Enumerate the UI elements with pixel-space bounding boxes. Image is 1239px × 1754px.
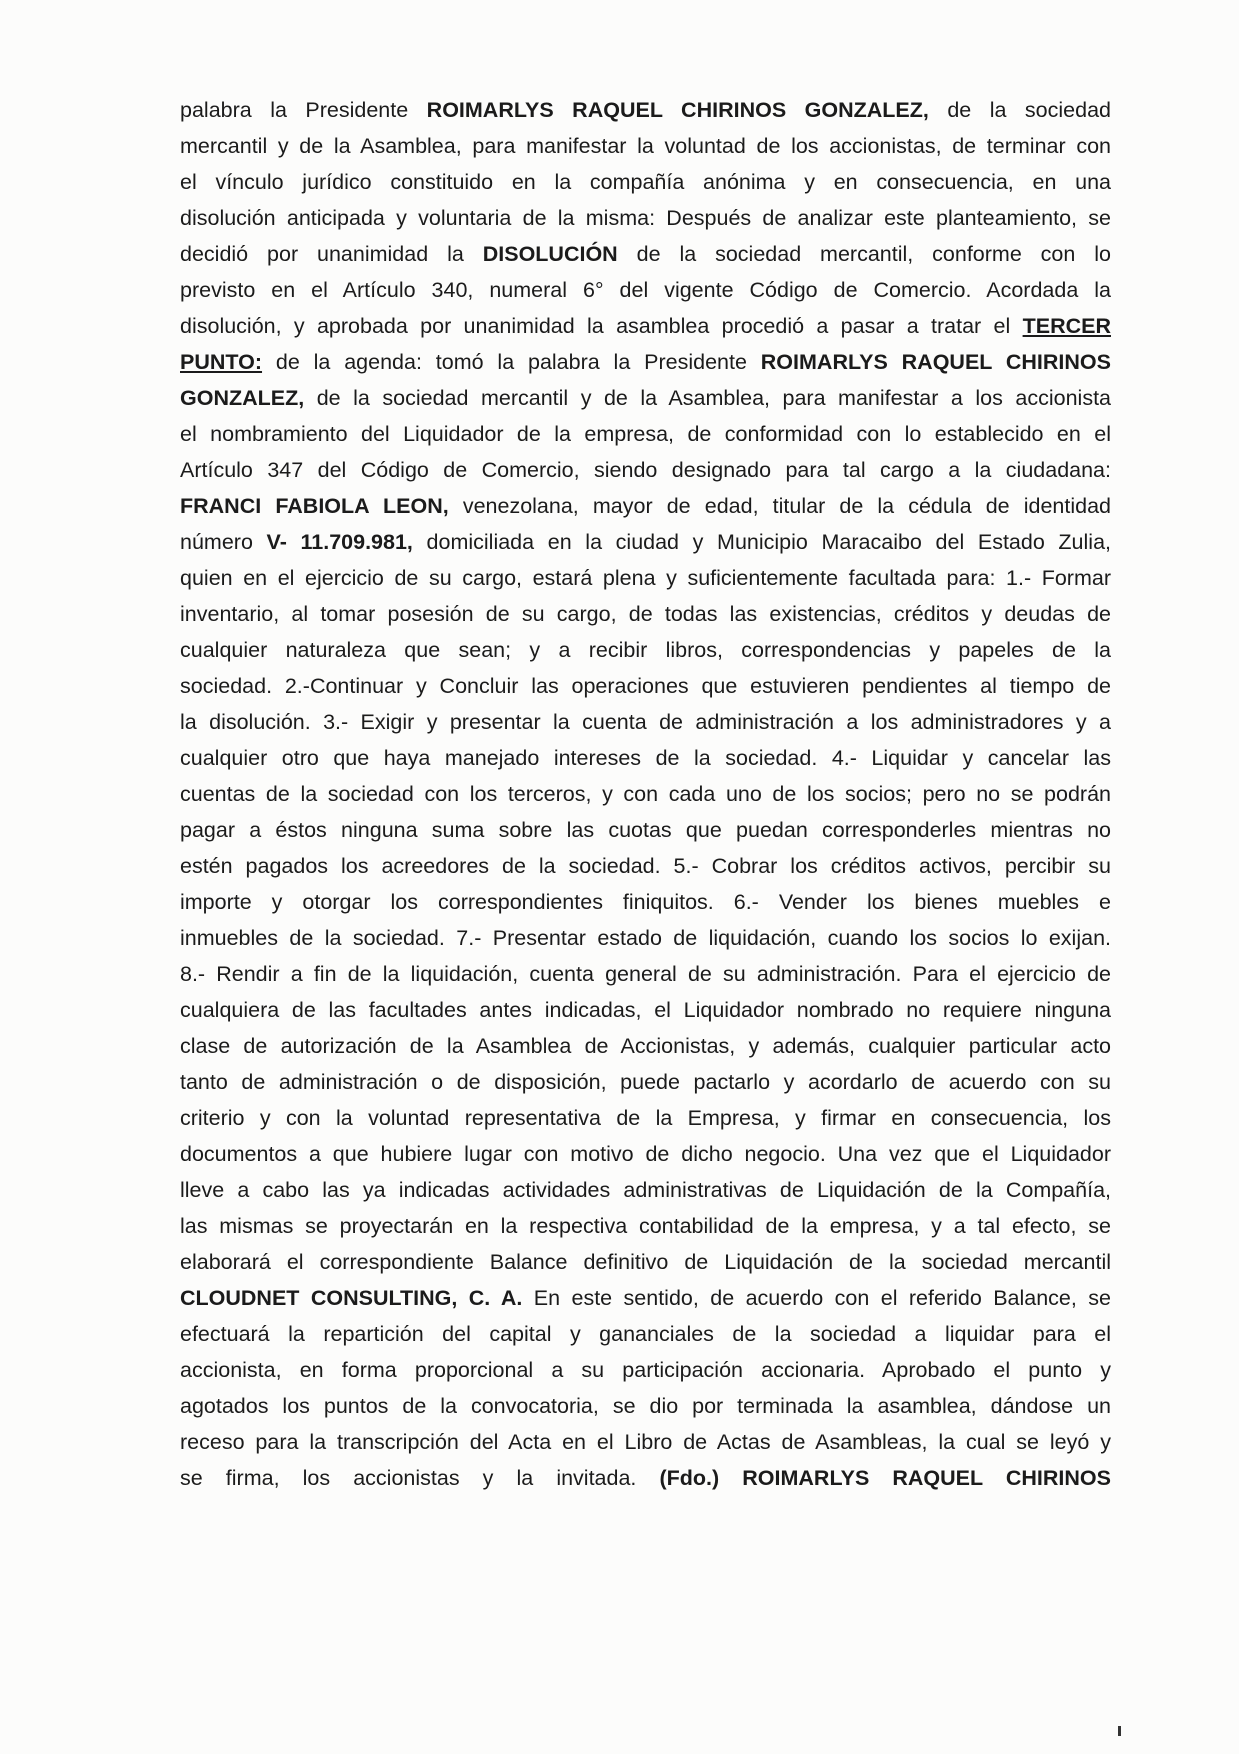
bold-text-run: CLOUDNET CONSULTING, C. A. xyxy=(180,1286,523,1310)
text-run: disolución, y aprobada por unanimidad la asamblea procedió a pasar a tratar el xyxy=(180,314,1023,338)
text-run: cualquier naturaleza que sean; y a recibir libros, correspondencias y papeles de la xyxy=(180,638,1111,662)
text-line xyxy=(180,164,1111,200)
text-run: decidió por unanimidad la xyxy=(180,242,483,266)
text-run: el vínculo jurídico constituido en la compañía anónima y en consecuencia, en una xyxy=(180,170,1111,194)
text-line xyxy=(180,668,1111,704)
text-line xyxy=(180,920,1111,956)
text-run: pagar a éstos ninguna suma sobre las cuotas que puedan corresponderles mientras no xyxy=(180,818,1111,842)
text-run: elaborará el correspondiente Balance definitivo de Liquidación de la sociedad mercantil xyxy=(180,1250,1111,1274)
text-run: sociedad. 2.-Continuar y Concluir las operaciones que estuvieren pendientes al tiempo de xyxy=(180,674,1111,698)
text-line xyxy=(180,308,1111,344)
text-line xyxy=(180,848,1111,884)
text-run: cuentas de la sociedad con los terceros, y con cada uno de los socios; pero no se podrán xyxy=(180,782,1111,806)
text-run: número xyxy=(180,530,267,554)
text-line xyxy=(180,128,1111,164)
text-line xyxy=(180,344,1111,380)
text-run: disolución anticipada y voluntaria de la misma: Después de analizar este planteamiento, se xyxy=(180,206,1111,230)
text-line xyxy=(180,596,1111,632)
text-line xyxy=(180,236,1111,272)
text-line xyxy=(180,1460,1111,1496)
text-run: importe y otorgar los correspondientes finiquitos. 6.- Vender los bienes muebles e xyxy=(180,890,1111,914)
text-line xyxy=(180,992,1111,1028)
text-run: receso para la transcripción del Acta en el Libro de Actas de Asambleas, la cual se leyó y xyxy=(180,1430,1111,1454)
text-line xyxy=(180,1316,1111,1352)
bold-text-run: ROIMARLYS RAQUEL CHIRINOS xyxy=(760,350,1111,374)
text-run: palabra la Presidente xyxy=(180,98,427,122)
text-run: 8.- Rendir a fin de la liquidación, cuenta general de su administración. Para el ejercicio de xyxy=(180,962,1111,986)
text-line xyxy=(180,1388,1111,1424)
text-line xyxy=(180,272,1111,308)
text-line xyxy=(180,776,1111,812)
text-run: de la sociedad mercantil, conforme con lo xyxy=(617,242,1111,266)
text-line xyxy=(180,380,1111,416)
page-edge-mark xyxy=(1118,1726,1121,1736)
text-run: En este sentido, de acuerdo con el referido Balance, se xyxy=(522,1286,1111,1310)
text-run: de la agenda: tomó la palabra la Presidente xyxy=(262,350,761,374)
text-run: mercantil y de la Asamblea, para manifestar la voluntad de los accionistas, de terminar con xyxy=(180,134,1111,158)
text-line xyxy=(180,884,1111,920)
bold-text-run: FRANCI FABIOLA LEON, xyxy=(180,494,449,518)
bold-text-run: PUNTO: xyxy=(180,350,263,374)
bold-text-run: DISOLUCIÓN xyxy=(482,242,618,266)
text-line xyxy=(180,1136,1111,1172)
text-line xyxy=(180,92,1111,128)
document-body xyxy=(180,92,1111,1496)
bold-text-run: V- 11.709.981, xyxy=(266,530,413,554)
text-run: estén pagados los acreedores de la sociedad. 5.- Cobrar los créditos activos, percibir su xyxy=(180,854,1111,878)
text-run: inmuebles de la sociedad. 7.- Presentar estado de liquidación, cuando los socios lo exijan. xyxy=(180,926,1111,950)
text-run: accionista, en forma proporcional a su participación accionaria. Aprobado el punto y xyxy=(180,1358,1111,1382)
text-run: cualquier otro que haya manejado intereses de la sociedad. 4.- Liquidar y cancelar las xyxy=(180,746,1111,770)
text-run: tanto de administración o de disposición, puede pactarlo y acordarlo de acuerdo con su xyxy=(180,1070,1111,1094)
text-run: previsto en el Artículo 340, numeral 6° del vigente Código de Comercio. Acordada la xyxy=(180,278,1111,302)
text-line xyxy=(180,416,1111,452)
text-line xyxy=(180,1352,1111,1388)
text-line xyxy=(180,1028,1111,1064)
text-line xyxy=(180,452,1111,488)
text-line xyxy=(180,1208,1111,1244)
text-run: quien en el ejercicio de su cargo, estará plena y suficientemente facultada para: 1.- Formar xyxy=(180,566,1111,590)
text-run: domiciliada en la ciudad y Municipio Maracaibo del Estado Zulia, xyxy=(412,530,1111,554)
text-line xyxy=(180,524,1111,560)
text-line xyxy=(180,1172,1111,1208)
text-line xyxy=(180,1244,1111,1280)
text-line xyxy=(180,200,1111,236)
text-line xyxy=(180,488,1111,524)
text-run: de la sociedad xyxy=(928,98,1111,122)
text-line xyxy=(180,1280,1111,1316)
text-line xyxy=(180,1064,1111,1100)
text-run: la disolución. 3.- Exigir y presentar la cuenta de administración a los administradores y a xyxy=(180,710,1111,734)
text-run: documentos a que hubiere lugar con motivo de dicho negocio. Una vez que el Liquidador xyxy=(180,1142,1111,1166)
text-run: las mismas se proyectarán en la respectiva contabilidad de la empresa, y a tal efecto, se xyxy=(180,1214,1111,1238)
bold-text-run: TERCER xyxy=(1022,314,1111,338)
text-run: Artículo 347 del Código de Comercio, siendo designado para tal cargo a la ciudadana: xyxy=(180,458,1111,482)
bold-text-run: (Fdo.) ROIMARLYS RAQUEL CHIRINOS xyxy=(659,1466,1111,1490)
text-run: efectuará la repartición del capital y gananciales de la sociedad a liquidar para el xyxy=(180,1322,1111,1346)
text-line xyxy=(180,812,1111,848)
text-run: el nombramiento del Liquidador de la empresa, de conformidad con lo establecido en el xyxy=(180,422,1111,446)
text-line xyxy=(180,956,1111,992)
text-run: de la sociedad mercantil y de la Asamblea, para manifestar a los accionista xyxy=(304,386,1111,410)
text-run: inventario, al tomar posesión de su cargo, de todas las existencias, créditos y deudas de xyxy=(180,602,1111,626)
text-line xyxy=(180,560,1111,596)
bold-text-run: GONZALEZ, xyxy=(180,386,305,410)
text-run: criterio y con la voluntad representativa de la Empresa, y firmar en consecuencia, los xyxy=(180,1106,1111,1130)
text-line xyxy=(180,704,1111,740)
text-run: venezolana, mayor de edad, titular de la cédula de identidad xyxy=(448,494,1111,518)
text-line xyxy=(180,740,1111,776)
text-run: agotados los puntos de la convocatoria, se dio por terminada la asamblea, dándose un xyxy=(180,1394,1111,1418)
text-run: cualquiera de las facultades antes indicadas, el Liquidador nombrado no requiere ninguna xyxy=(180,998,1111,1022)
bold-text-run: ROIMARLYS RAQUEL CHIRINOS GONZALEZ, xyxy=(426,98,929,122)
text-line xyxy=(180,632,1111,668)
text-line xyxy=(180,1424,1111,1460)
text-run: clase de autorización de la Asamblea de Accionistas, y además, cualquier particular acto xyxy=(180,1034,1111,1058)
text-run: lleve a cabo las ya indicadas actividades administrativas de Liquidación de la Compañía, xyxy=(180,1178,1111,1202)
text-run: se firma, los accionistas y la invitada. xyxy=(180,1466,660,1490)
text-line xyxy=(180,1100,1111,1136)
